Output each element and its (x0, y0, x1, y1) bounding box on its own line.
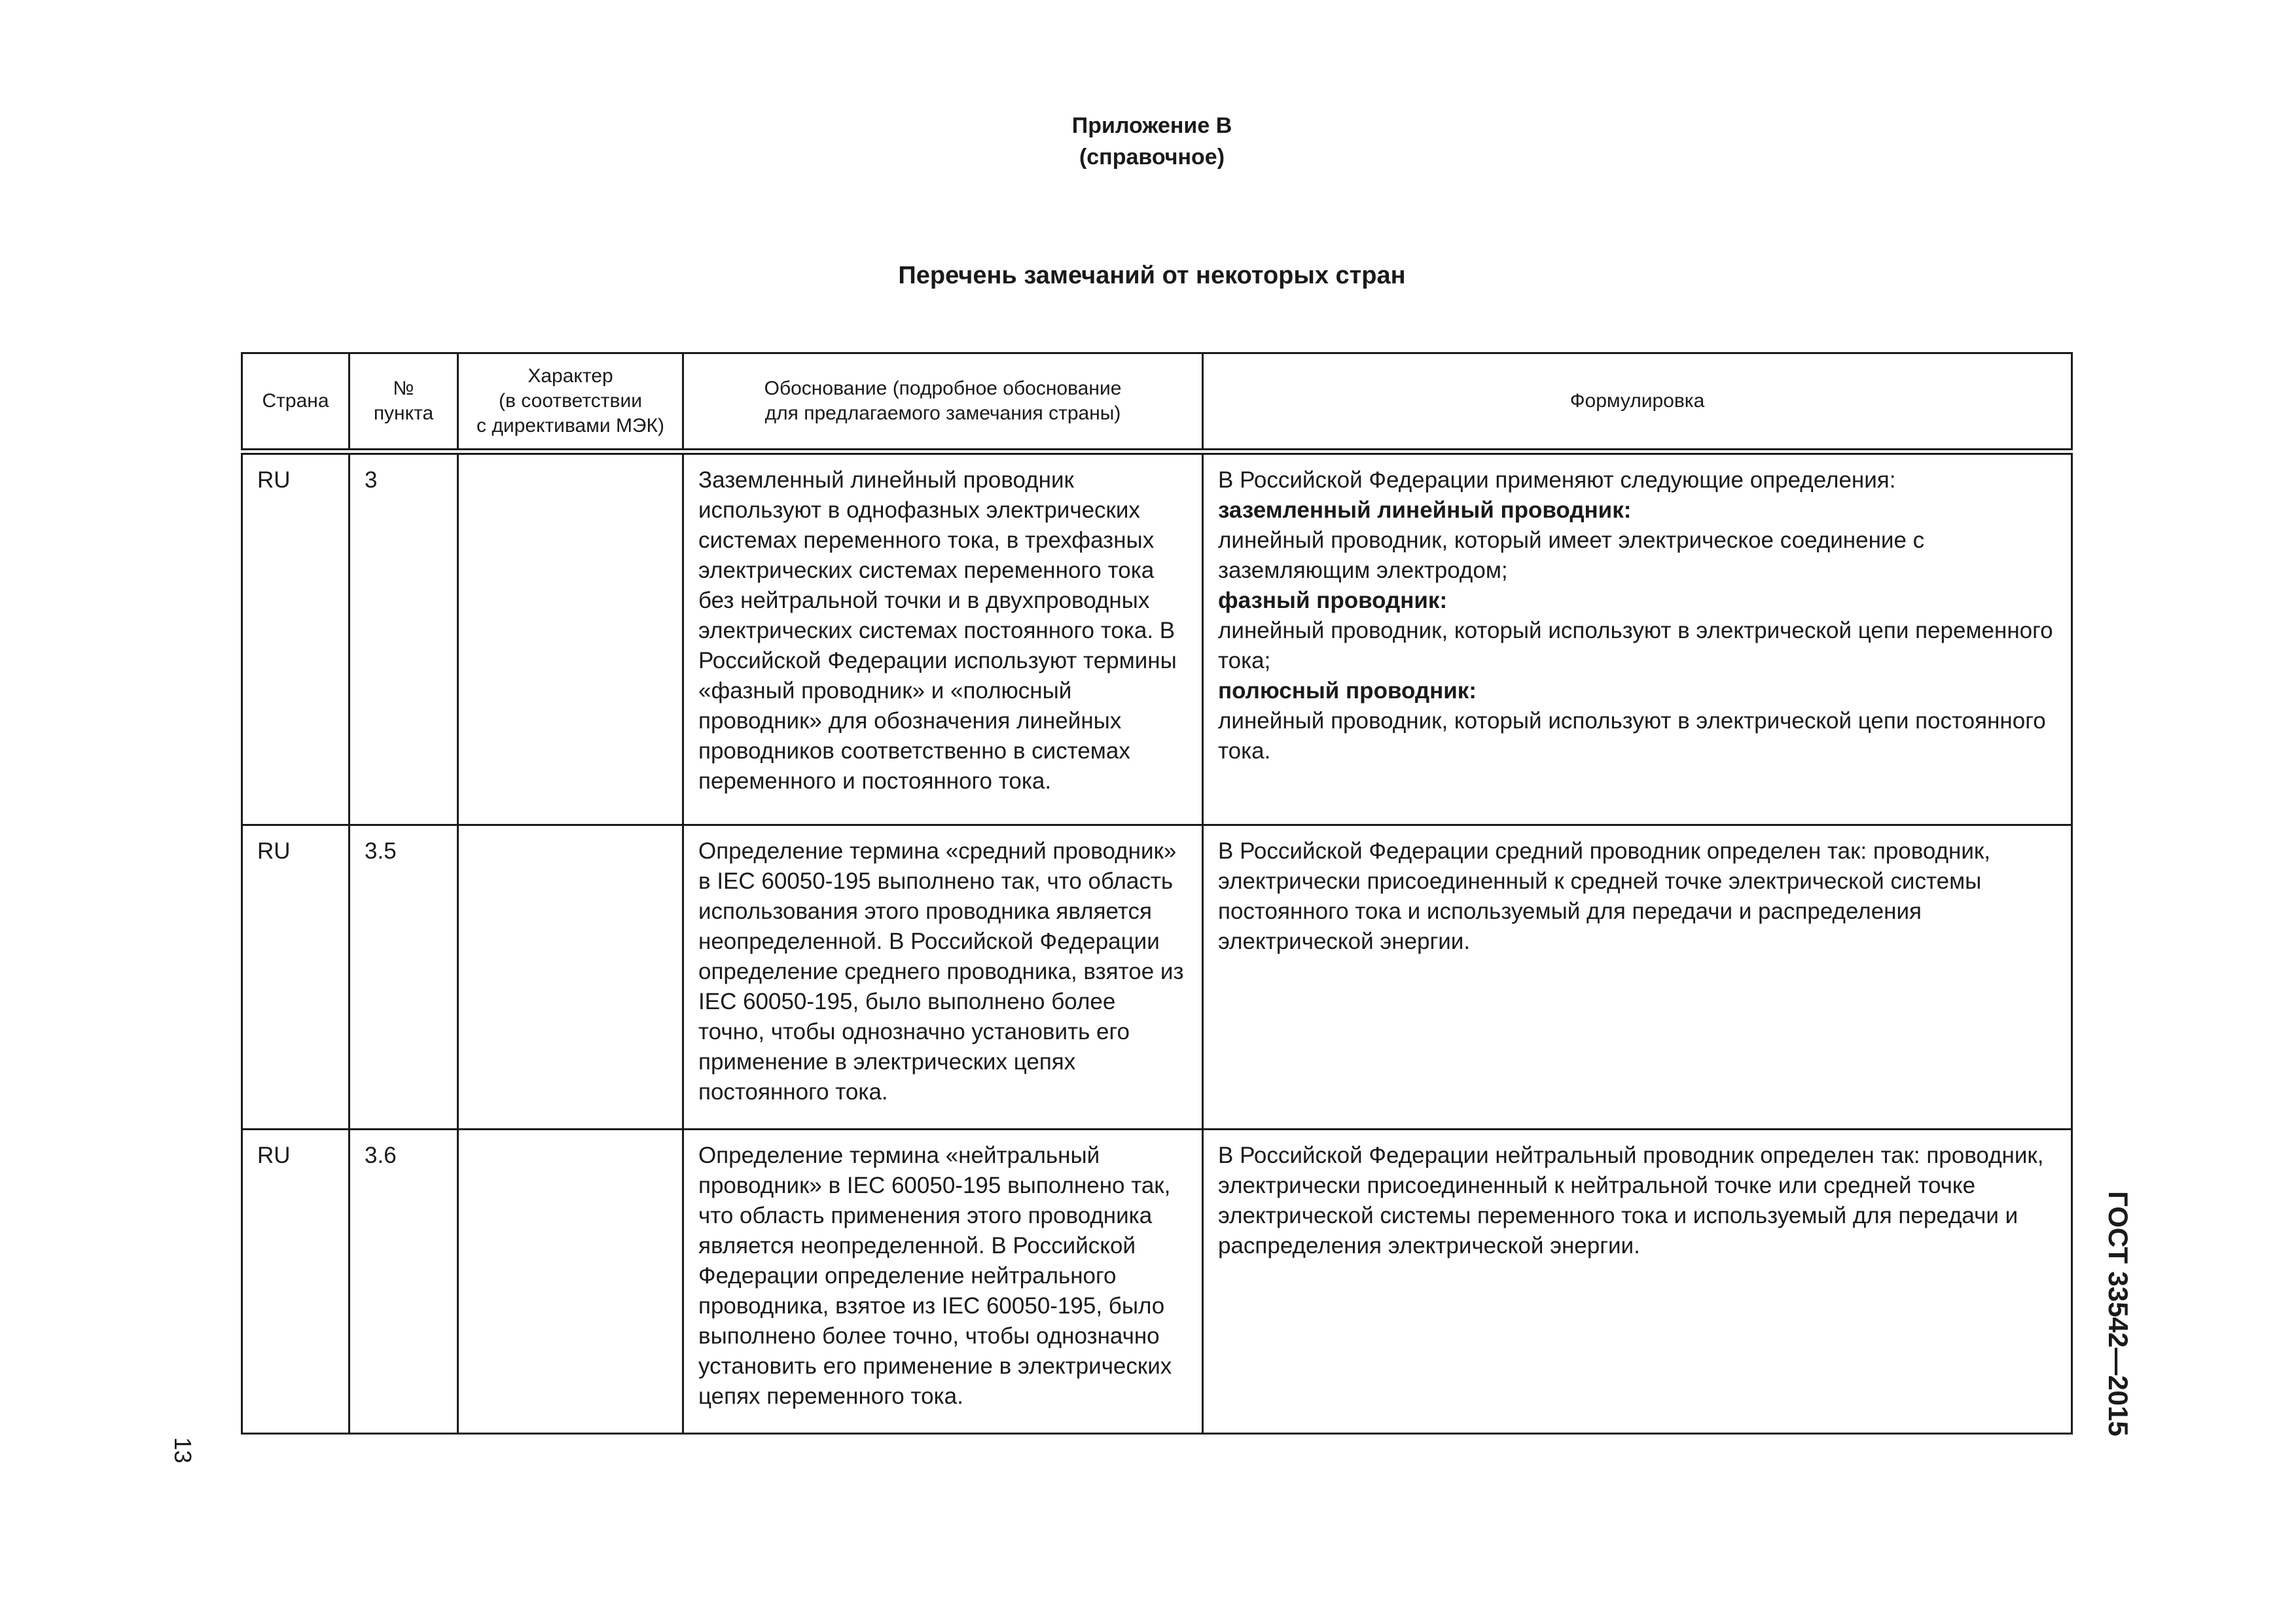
table-header-row (242, 353, 2072, 452)
header-formulation (1203, 353, 2072, 452)
formulation-term: фазный проводник: (1218, 588, 1448, 613)
cell-country: RU (242, 452, 350, 825)
header-formulation-label: Формулировка (1570, 390, 1705, 412)
formulation-definition: линейный проводник, который используют в электрической цепи постоянного тока. (1218, 708, 2046, 764)
page-title: Перечень замечаний от некоторых стран (898, 262, 1406, 289)
table-row (242, 1130, 2072, 1434)
header-country-label: Страна (262, 390, 329, 412)
header-clause-number-line2: пункта (373, 402, 434, 424)
header-character-line3: с директивами МЭК) (476, 415, 664, 437)
remarks-table (241, 352, 2073, 1435)
page-number: 13 (170, 1437, 196, 1464)
cell-clause: 3.6 (350, 1130, 458, 1434)
annex-heading (982, 110, 1322, 173)
formulation-term: полюсный проводник: (1218, 678, 1477, 704)
header-country (242, 353, 350, 452)
annex-label: Приложение В (1071, 113, 1232, 138)
cell-justification: Определение термина «средний проводник» в IEC 60050-195 выполнено так, что область использования этого проводника является неопределенной. В Российской Федерации определение среднего проводника, взятое из IEC 60050-195, было выполнено более точно, чтобы однозначно установить его применение в электрических цепях постоянного тока. (683, 825, 1203, 1130)
cell-formulation: В Российской Федерации средний проводник определен так: проводник, электрически присоединенный к средней точке электрической системы постоянного тока и используемый для передачи и распределения электрической энергии. (1203, 825, 2072, 1130)
cell-justification: Определение термина «нейтральный проводник» в IEC 60050-195 выполнено так, что область применения этого проводника является неопределенной. В Российской Федерации определение нейтрального проводника, взятое из IEC 60050-195, было выполнено более точно, чтобы однозначно установить его применение в электрических цепях переменного тока. (683, 1130, 1203, 1434)
formulation-definition: линейный проводник, который имеет электрическое соединение с заземляющим электродом; (1218, 527, 1925, 583)
header-justification-line1: Обоснование (подробное обоснование (764, 378, 1122, 399)
header-justification (683, 353, 1203, 452)
header-character-line2: (в соответствии (499, 390, 642, 412)
cell-clause: 3.5 (350, 825, 458, 1130)
header-character (458, 353, 683, 452)
formulation-term: заземленный линейный проводник: (1218, 497, 1632, 523)
cell-justification: Заземленный линейный проводник используют в однофазных электрических системах переменного тока, в трехфазных электрических системах переменного тока без нейтральной точки и в двухпроводных электрических системах постоянного тока. В Российской Федерации используют термины «фазный проводник» и «полюсный проводник» для обозначения линейных проводников соответственно в системах переменного и постоянного тока. (683, 452, 1203, 825)
cell-formulation (1203, 452, 2072, 825)
document-code: ГОСТ 33542—2015 (2103, 1191, 2134, 1436)
cell-country: RU (242, 825, 350, 1130)
formulation-definition: линейный проводник, который используют в электрической цепи переменного тока; (1218, 618, 2053, 673)
header-clause-number-line1: № (393, 378, 414, 399)
table-row (242, 825, 2072, 1130)
annex-status: (справочное) (1079, 145, 1225, 169)
header-character-line1: Характер (528, 365, 613, 387)
cell-character (458, 452, 683, 825)
header-justification-line2: для предлагаемого замечания страны) (764, 402, 1121, 424)
cell-character (458, 825, 683, 1130)
table-row (242, 452, 2072, 825)
header-clause-number (350, 353, 458, 452)
cell-formulation: В Российской Федерации нейтральный проводник определен так: проводник, электрически присоединенный к нейтральной точке или средней точке электрической системы переменного тока и используемый для передачи и распределения электрической энергии. (1203, 1130, 2072, 1434)
formulation-intro: В Российской Федерации применяют следующие определения: (1218, 467, 1896, 493)
cell-character (458, 1130, 683, 1434)
cell-clause: 3 (350, 452, 458, 825)
cell-country: RU (242, 1130, 350, 1434)
